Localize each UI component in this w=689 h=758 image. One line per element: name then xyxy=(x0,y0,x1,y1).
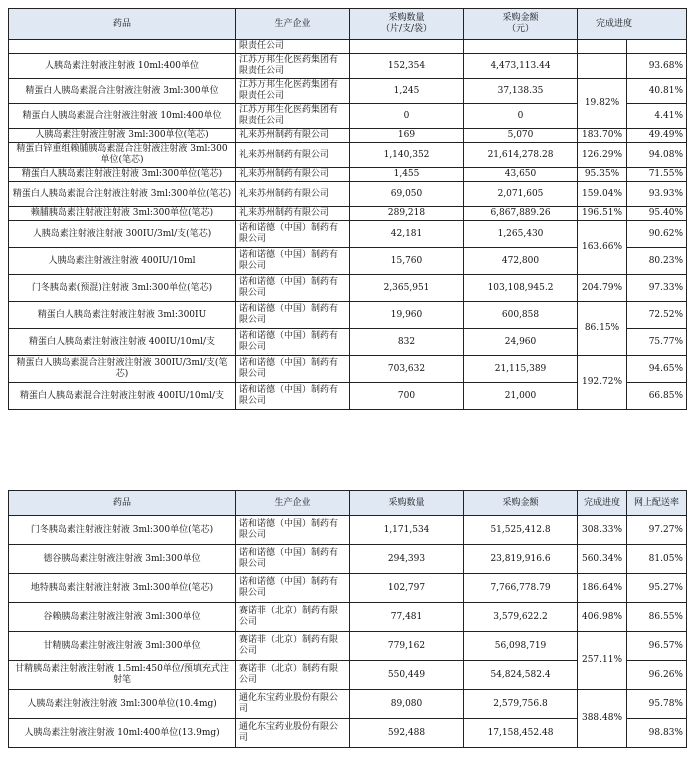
amount-cell: 54,824,582.4 xyxy=(464,661,578,690)
drug-cell: 精蛋白人胰岛素注射液注射液 400IU/10ml/支 xyxy=(9,329,236,356)
company-cell: 限责任公司 xyxy=(236,40,350,54)
quantity-cell: 779,162 xyxy=(350,632,464,661)
progress-cell: 388.48% xyxy=(578,690,627,748)
drug-cell: 人胰岛素注射液注射液 300IU/3ml/支(笔芯) xyxy=(9,221,236,248)
company-cell: 诺和诺德（中国）制药有限公司 xyxy=(236,248,350,275)
quantity-cell: 2,365,951 xyxy=(350,275,464,302)
drug-cell: 德谷胰岛素注射液注射液 3ml:300单位 xyxy=(9,545,236,574)
company-cell: 赛诺菲（北京）制药有限公司 xyxy=(236,603,350,632)
rate-cell: 71.55% xyxy=(627,168,687,182)
drug-cell: 精蛋白人胰岛素混合注射液注射液 3ml:300单位(笔芯) xyxy=(9,182,236,207)
progress-cell: 257.11% xyxy=(578,632,627,690)
amount-cell: 0 xyxy=(464,104,578,129)
drug-cell: 甘精胰岛素注射液注射液 1.5ml:450单位/预填充式注射笔 xyxy=(9,661,236,690)
quantity-cell: 102,797 xyxy=(350,574,464,603)
header-quantity: 采购数量 （片/支/袋） xyxy=(350,9,464,40)
amount-cell: 7,766,778.79 xyxy=(464,574,578,603)
company-cell: 礼来苏州制药有限公司 xyxy=(236,129,350,143)
table-row xyxy=(9,545,687,574)
rate-cell: 40.81% xyxy=(627,79,687,104)
procurement-table-2 xyxy=(8,490,687,748)
rate-cell: 80.23% xyxy=(627,248,687,275)
table-row xyxy=(9,516,687,545)
company-cell: 江苏万邦生化医药集团有限责任公司 xyxy=(236,104,350,129)
rate-cell: 96.57% xyxy=(627,632,687,661)
company-cell: 礼来苏州制药有限公司 xyxy=(236,143,350,168)
table-row xyxy=(9,143,687,168)
quantity-cell: 703,632 xyxy=(350,356,464,383)
rate-cell: 95.78% xyxy=(627,690,687,719)
drug-cell: 谷赖胰岛素注射液注射液 3ml:300单位 xyxy=(9,603,236,632)
drug-cell: 精蛋白人胰岛素混合注射液注射液 10ml:400单位 xyxy=(9,104,236,129)
quantity-cell: 294,393 xyxy=(350,545,464,574)
company-cell: 江苏万邦生化医药集团有限责任公司 xyxy=(236,79,350,104)
rate-cell: 98.83% xyxy=(627,719,687,748)
table-row xyxy=(9,79,687,104)
amount-cell: 51,525,412.8 xyxy=(464,516,578,545)
table-row xyxy=(9,275,687,302)
amount-cell: 21,000 xyxy=(464,383,578,410)
header-rate: 网上配送率 xyxy=(627,491,687,516)
quantity-cell: 1,455 xyxy=(350,168,464,182)
drug-cell: 赖脯胰岛素注射液注射液 3ml:300单位(笔芯) xyxy=(9,207,236,221)
drug-cell: 人胰岛素注射液注射液 10ml:400单位 xyxy=(9,54,236,79)
progress-cell: 560.34% xyxy=(578,545,627,574)
table-row xyxy=(9,168,687,182)
quantity-cell: 69,050 xyxy=(350,182,464,207)
drug-cell: 甘精胰岛素注射液注射液 3ml:300单位 xyxy=(9,632,236,661)
amount-cell: 43,650 xyxy=(464,168,578,182)
company-cell: 诺和诺德（中国）制药有限公司 xyxy=(236,356,350,383)
drug-cell: 精蛋白人胰岛素混合注射液注射液 3ml:300单位 xyxy=(9,79,236,104)
header-progress: 完成进度 xyxy=(578,491,627,516)
table-row xyxy=(9,603,687,632)
header-company: 生产企业 xyxy=(236,9,350,40)
quantity-cell: 700 xyxy=(350,383,464,410)
quantity-cell: 1,245 xyxy=(350,79,464,104)
rate-cell: 96.26% xyxy=(627,661,687,690)
amount-cell: 24,960 xyxy=(464,329,578,356)
amount-cell: 4,473,113.44 xyxy=(464,54,578,79)
quantity-cell: 89,080 xyxy=(350,690,464,719)
company-cell: 通化东宝药业股份有限公司 xyxy=(236,719,350,748)
rate-cell: 95.27% xyxy=(627,574,687,603)
progress-cell: 159.04% xyxy=(578,182,627,207)
amount-cell: 103,108,945.2 xyxy=(464,275,578,302)
procurement-table-1 xyxy=(8,8,687,410)
table-row xyxy=(9,690,687,719)
company-cell: 诺和诺德（中国）制药有限公司 xyxy=(236,545,350,574)
rate-cell: 4.41% xyxy=(627,104,687,129)
progress-cell: 95.35% xyxy=(578,168,627,182)
rate-cell: 97.27% xyxy=(627,516,687,545)
rate-cell: 95.40% xyxy=(627,207,687,221)
table-row xyxy=(9,356,687,383)
amount-cell: 21,614,278.28 xyxy=(464,143,578,168)
header-amount: 采购金额 xyxy=(464,491,578,516)
header-company: 生产企业 xyxy=(236,491,350,516)
rate-cell: 66.85% xyxy=(627,383,687,410)
rate-cell: 94.65% xyxy=(627,356,687,383)
rate-cell: 72.52% xyxy=(627,302,687,329)
amount-cell: 17,158,452.48 xyxy=(464,719,578,748)
company-cell: 赛诺菲（北京）制药有限公司 xyxy=(236,661,350,690)
table-row xyxy=(9,182,687,207)
amount-cell: 23,819,916.6 xyxy=(464,545,578,574)
rate-cell: 86.55% xyxy=(627,603,687,632)
drug-cell: 门冬胰岛素(预混)注射液 3ml:300单位(笔芯) xyxy=(9,275,236,302)
company-cell: 通化东宝药业股份有限公司 xyxy=(236,690,350,719)
header-drug: 药品 xyxy=(9,491,236,516)
quantity-cell: 42,181 xyxy=(350,221,464,248)
progress-cell: 186.64% xyxy=(578,574,627,603)
table-row xyxy=(9,207,687,221)
drug-cell: 人胰岛素注射液注射液 3ml:300单位(10.4mg) xyxy=(9,690,236,719)
progress-cell: 196.51% xyxy=(578,207,627,221)
company-cell: 礼来苏州制药有限公司 xyxy=(236,207,350,221)
drug-cell: 精蛋白锌重组赖脯胰岛素混合注射液注射液 3ml:300单位(笔芯) xyxy=(9,143,236,168)
amount-cell: 56,098,719 xyxy=(464,632,578,661)
progress-cell: 406.98% xyxy=(578,603,627,632)
amount-cell: 2,579,756.8 xyxy=(464,690,578,719)
rate-cell: 93.93% xyxy=(627,182,687,207)
drug-cell: 精蛋白人胰岛素注射液注射液 3ml:300单位(笔芯) xyxy=(9,168,236,182)
company-cell: 江苏万邦生化医药集团有限责任公司 xyxy=(236,54,350,79)
quantity-cell: 592,488 xyxy=(350,719,464,748)
header-row xyxy=(9,491,687,516)
amount-cell: 472,800 xyxy=(464,248,578,275)
company-cell: 礼来苏州制药有限公司 xyxy=(236,182,350,207)
rate-cell: 90.62% xyxy=(627,221,687,248)
drug-cell: 门冬胰岛素注射液注射液 3ml:300单位(笔芯) xyxy=(9,516,236,545)
amount-cell: 2,071,605 xyxy=(464,182,578,207)
company-cell: 礼来苏州制药有限公司 xyxy=(236,168,350,182)
quantity-cell: 169 xyxy=(350,129,464,143)
drug-cell: 人胰岛素注射液注射液 3ml:300单位(笔芯) xyxy=(9,129,236,143)
progress-cell: 308.33% xyxy=(578,516,627,545)
company-cell: 诺和诺德（中国）制药有限公司 xyxy=(236,302,350,329)
quantity-cell: 77,481 xyxy=(350,603,464,632)
table-row xyxy=(9,54,687,79)
drug-cell: 精蛋白人胰岛素混合注射液注射液 300IU/3ml/支(笔芯) xyxy=(9,356,236,383)
quantity-cell: 550,449 xyxy=(350,661,464,690)
company-cell: 赛诺菲（北京）制药有限公司 xyxy=(236,632,350,661)
progress-cell: 86.15% xyxy=(578,302,627,356)
amount-cell: 1,265,430 xyxy=(464,221,578,248)
company-cell: 诺和诺德（中国）制药有限公司 xyxy=(236,221,350,248)
header-drug: 药品 xyxy=(9,9,236,40)
progress-cell: 204.79% xyxy=(578,275,627,302)
header-amount: 采购金额 （元） xyxy=(464,9,578,40)
progress-cell: 183.70% xyxy=(578,129,627,143)
continuation-row xyxy=(9,40,687,54)
progress-cell: 163.66% xyxy=(578,221,627,275)
amount-cell: 21,115,389 xyxy=(464,356,578,383)
drug-cell: 人胰岛素注射液注射液 10ml:400单位(13.9mg) xyxy=(9,719,236,748)
amount-cell: 6,867,889.26 xyxy=(464,207,578,221)
company-cell: 诺和诺德（中国）制药有限公司 xyxy=(236,329,350,356)
rate-cell: 75.77% xyxy=(627,329,687,356)
table-row xyxy=(9,221,687,248)
amount-cell: 600,858 xyxy=(464,302,578,329)
rate-cell: 93.68% xyxy=(627,54,687,79)
drug-cell: 精蛋白人胰岛素混合注射液注射液 400IU/10ml/支 xyxy=(9,383,236,410)
drug-cell: 人胰岛素注射液注射液 400IU/10ml xyxy=(9,248,236,275)
quantity-cell: 0 xyxy=(350,104,464,129)
amount-cell: 5,070 xyxy=(464,129,578,143)
amount-cell: 37,138.35 xyxy=(464,79,578,104)
quantity-cell: 152,354 xyxy=(350,54,464,79)
quantity-cell: 1,171,534 xyxy=(350,516,464,545)
company-cell: 诺和诺德（中国）制药有限公司 xyxy=(236,574,350,603)
table-row xyxy=(9,574,687,603)
progress-cell: 192.72% xyxy=(578,356,627,410)
company-cell: 诺和诺德（中国）制药有限公司 xyxy=(236,275,350,302)
amount-cell: 3,579,622.2 xyxy=(464,603,578,632)
rate-cell: 94.08% xyxy=(627,143,687,168)
table-row xyxy=(9,302,687,329)
header-progress: 完成进度 xyxy=(578,9,687,40)
progress-cell: 19.82% xyxy=(578,79,627,129)
table-row xyxy=(9,129,687,143)
drug-cell: 地特胰岛素注射液注射液 3ml:300单位(笔芯) xyxy=(9,574,236,603)
quantity-cell: 1,140,352 xyxy=(350,143,464,168)
quantity-cell: 289,218 xyxy=(350,207,464,221)
drug-cell: 精蛋白人胰岛素注射液注射液 3ml:300IU xyxy=(9,302,236,329)
rate-cell: 97.33% xyxy=(627,275,687,302)
header-quantity: 采购数量 xyxy=(350,491,464,516)
table-row xyxy=(9,632,687,661)
rate-cell: 81.05% xyxy=(627,545,687,574)
quantity-cell: 15,760 xyxy=(350,248,464,275)
progress-cell: 126.29% xyxy=(578,143,627,168)
header-row xyxy=(9,9,687,40)
rate-cell: 49.49% xyxy=(627,129,687,143)
quantity-cell: 832 xyxy=(350,329,464,356)
company-cell: 诺和诺德（中国）制药有限公司 xyxy=(236,516,350,545)
company-cell: 诺和诺德（中国）制药有限公司 xyxy=(236,383,350,410)
quantity-cell: 19,960 xyxy=(350,302,464,329)
